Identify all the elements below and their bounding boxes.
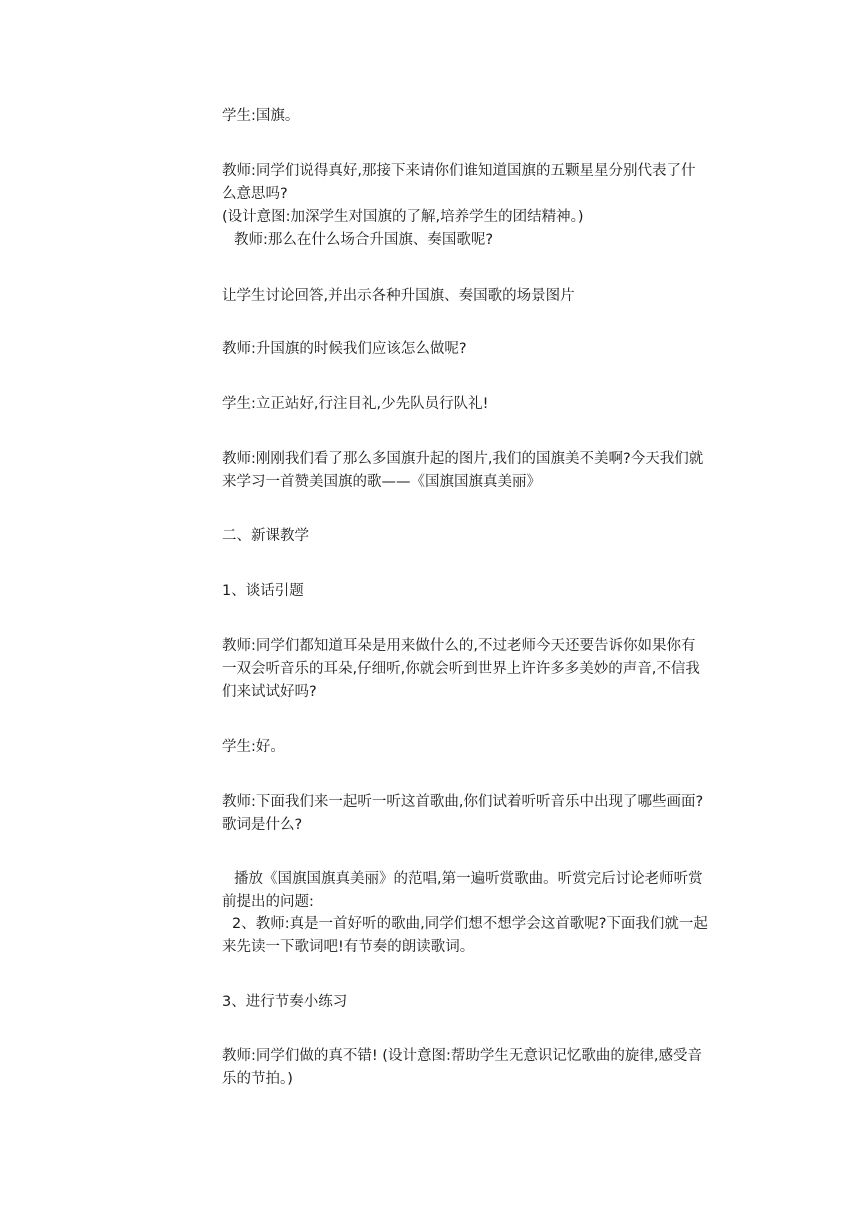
section-heading: 二、新课教学 bbox=[222, 528, 309, 544]
text-line: 播放《国旗国旗真美丽》的范唱,第一遍听赏歌曲。听赏完后讨论老师听赏 bbox=[234, 871, 703, 887]
text-line: 来学习一首赞美国旗的歌——《国旗国旗真美丽》 bbox=[222, 474, 541, 490]
text-line: 么意思吗? bbox=[222, 186, 288, 202]
text-line: 2、教师:真是一首好听的歌曲,同学们想不想学会这首歌呢?下面我们就一起 bbox=[232, 916, 708, 932]
text-line: 学生:立正站好,行注目礼,少先队员行队礼! bbox=[222, 396, 489, 412]
text-line: 来先读一下歌词吧!有节奏的朗读歌词。 bbox=[222, 939, 475, 955]
text-line: 教师:升国旗的时候我们应该怎么做呢? bbox=[222, 341, 467, 357]
subsection-heading: 1、谈话引题 bbox=[222, 583, 304, 599]
text-line: 教师:同学们做的真不错! (设计意图:帮助学生无意识记忆歌曲的旋律,感受音 bbox=[222, 1048, 702, 1064]
text-line: 教师:下面我们来一起听一听这首歌曲,你们试着听听音乐中出现了哪些画面? bbox=[222, 794, 704, 810]
subsection-heading: 3、进行节奏小练习 bbox=[222, 994, 348, 1010]
text-line: 教师:那么在什么场合升国旗、奏国歌呢? bbox=[234, 232, 494, 248]
text-line: 教师:刚刚我们看了那么多国旗升起的图片,我们的国旗美不美啊?今天我们就 bbox=[222, 451, 704, 467]
text-line: 学生:好。 bbox=[222, 739, 285, 755]
text-line: 让学生讨论回答,并出示各种升国旗、奏国歌的场景图片 bbox=[222, 288, 575, 304]
text-line: 前提出的问题: bbox=[222, 894, 314, 910]
text-line: 们来试试好吗? bbox=[222, 684, 317, 700]
text-line: 教师:同学们说得真好,那接下来请你们谁知道国旗的五颗星星分别代表了什 bbox=[222, 163, 696, 179]
text-line: 学生:国旗。 bbox=[222, 108, 300, 124]
text-line: (设计意图:加深学生对国旗的了解,培养学生的团结精神。) bbox=[222, 209, 584, 225]
text-line: 教师:同学们都知道耳朵是用来做什么的,不过老师今天还要告诉你如果你有 bbox=[222, 638, 696, 654]
text-line: 一双会听音乐的耳朵,仔细听,你就会听到世界上许许多多美妙的声音,不信我 bbox=[222, 661, 700, 677]
text-line: 歌词是什么? bbox=[222, 817, 303, 833]
text-line: 乐的节拍。) bbox=[222, 1071, 293, 1087]
